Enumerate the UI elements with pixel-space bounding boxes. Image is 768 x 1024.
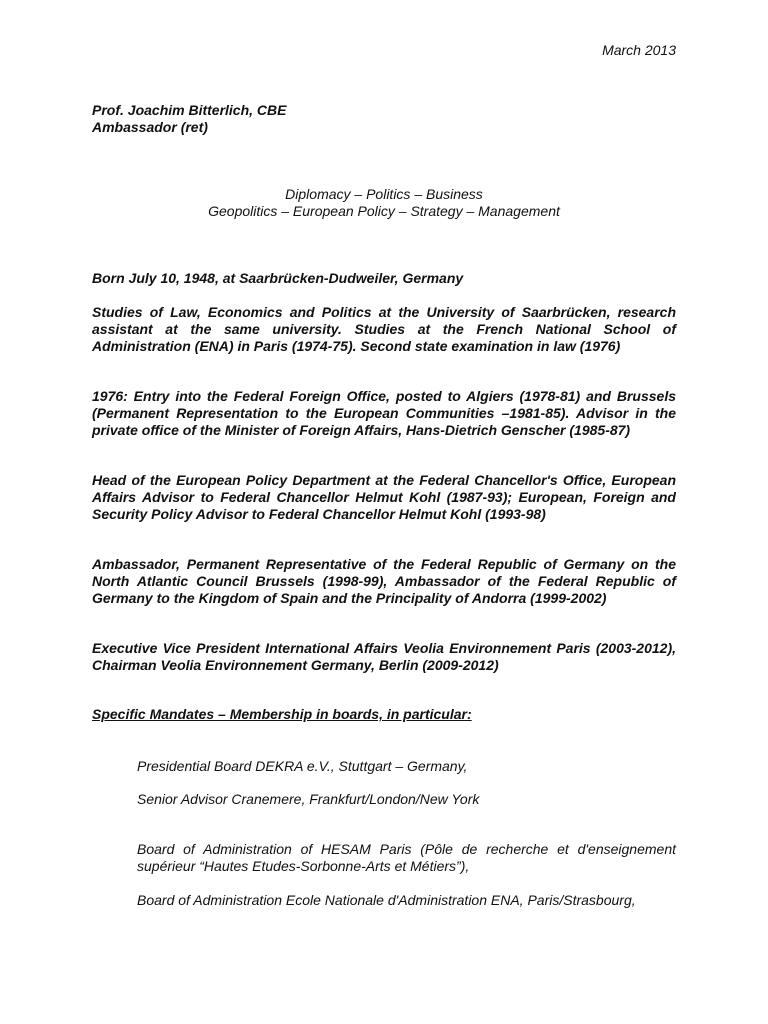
author-title: Ambassador (ret) [92, 119, 208, 135]
document-date: March 2013 [602, 42, 676, 58]
subject-block [92, 186, 676, 220]
mandate-item: Board of Administration of HESAM Paris (Pôle de recherche et d'enseignement supérieur “Hautes Etudes-Sorbonne-Arts et Métiers”), [137, 841, 676, 874]
bio-birth: Born July 10, 1948, at Saarbrücken-Dudweiler, Germany [92, 270, 464, 286]
bio-ambassador: Ambassador, Permanent Representative of the Federal Republic of Germany on the North Atlantic Council Brussels (1998-99), Ambassador of the Federal Republic of Germany to the Kingdom of Spain and the Principality of Andorra (1999-2002) [92, 556, 676, 606]
author-block [92, 102, 286, 136]
bio-chancellery: Head of the European Policy Department at the Federal Chancellor's Office, European Affairs Advisor to Federal Chancellor Helmut Kohl (1987-93); European, Foreign and Security Policy Advisor to Federal Chancellor Helmut Kohl (1993-98) [92, 472, 676, 522]
bio-foreign-office: 1976: Entry into the Federal Foreign Office, posted to Algiers (1978-81) and Brussels (Permanent Representation to the European Communities –1981-85). Advisor in the private office of the Minister of Foreign Affairs, Hans-Dietrich Genscher (1985-87) [92, 388, 676, 438]
bio-veolia: Executive Vice President International Affairs Veolia Environnement Paris (2003-2012), Chairman Veolia Environnement Germany, Berlin (2009-2012) [92, 640, 676, 673]
subject-line-2: Geopolitics – European Policy – Strategy – Management [208, 203, 560, 219]
mandate-item: Senior Advisor Cranemere, Frankfurt/London/New York [137, 791, 480, 807]
mandate-item: Board of Administration Ecole Nationale d'Administration ENA, Paris/Strasbourg, [137, 892, 636, 908]
bio-studies: Studies of Law, Economics and Politics at the University of Saarbrücken, research assistant at the same university. Studies at the French National School of Administration (ENA) in Paris (1974-75). Second state examination in law (1976) [92, 304, 676, 354]
mandate-item: Presidential Board DEKRA e.V., Stuttgart – Germany, [137, 758, 468, 774]
subject-line-1: Diplomacy – Politics – Business [285, 186, 483, 202]
author-name: Prof. Joachim Bitterlich, CBE [92, 102, 287, 118]
mandates-heading: Specific Mandates – Membership in boards, in particular: [92, 706, 472, 722]
